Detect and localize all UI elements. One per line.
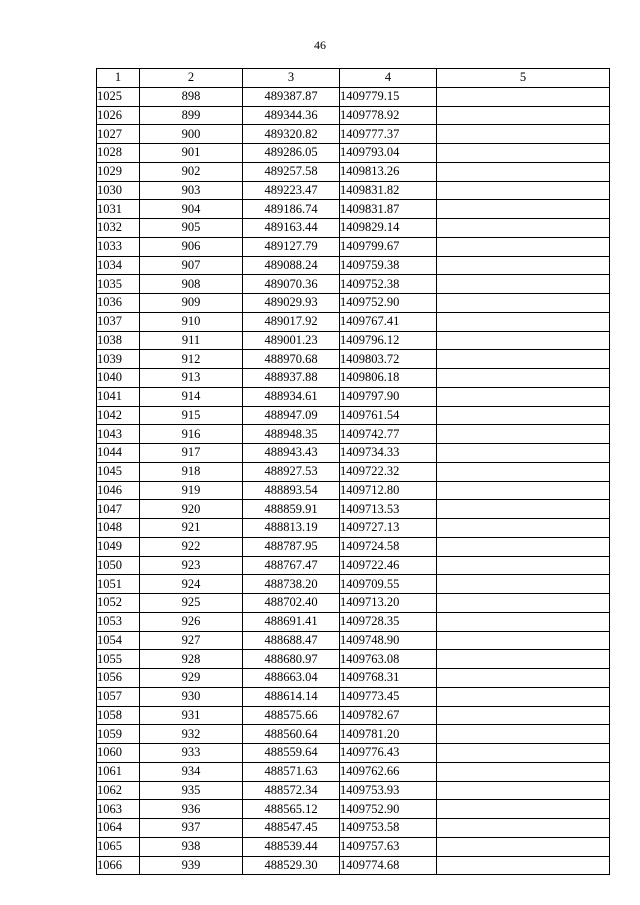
note-cell [437, 387, 610, 406]
table-row [97, 462, 610, 481]
y-coordinate-cell: 1409748.90 [340, 631, 437, 650]
point-number-cell: 1062 [97, 781, 140, 800]
note-cell [437, 519, 610, 538]
note-cell [437, 556, 610, 575]
vertex-number-cell: 907 [140, 256, 243, 275]
vertex-number-cell: 920 [140, 500, 243, 519]
note-cell [437, 594, 610, 613]
x-coordinate-cell: 489163.44 [243, 219, 340, 238]
y-coordinate-cell: 1409803.72 [340, 350, 437, 369]
note-cell [437, 725, 610, 744]
y-coordinate-cell: 1409728.35 [340, 612, 437, 631]
table-row [97, 144, 610, 163]
note-cell [437, 312, 610, 331]
point-number-cell: 1041 [97, 387, 140, 406]
x-coordinate-cell: 489186.74 [243, 200, 340, 219]
note-cell [437, 800, 610, 819]
x-coordinate-cell: 488947.09 [243, 406, 340, 425]
y-coordinate-cell: 1409752.38 [340, 275, 437, 294]
point-number-cell: 1054 [97, 631, 140, 650]
x-coordinate-cell: 489387.87 [243, 87, 340, 106]
table-row [97, 669, 610, 688]
point-number-cell: 1056 [97, 669, 140, 688]
x-coordinate-cell: 488948.35 [243, 425, 340, 444]
point-number-cell: 1059 [97, 725, 140, 744]
y-coordinate-cell: 1409778.92 [340, 106, 437, 125]
table-row [97, 631, 610, 650]
y-coordinate-cell: 1409777.37 [340, 125, 437, 144]
y-coordinate-cell: 1409757.63 [340, 837, 437, 856]
point-number-cell: 1040 [97, 369, 140, 388]
note-cell [437, 275, 610, 294]
y-coordinate-cell: 1409727.13 [340, 519, 437, 538]
y-coordinate-cell: 1409752.90 [340, 294, 437, 313]
table-row [97, 500, 610, 519]
header-cell-4: 4 [340, 69, 437, 88]
table-row [97, 612, 610, 631]
vertex-number-cell: 919 [140, 481, 243, 500]
point-number-cell: 1036 [97, 294, 140, 313]
note-cell [437, 819, 610, 838]
y-coordinate-cell: 1409799.67 [340, 237, 437, 256]
point-number-cell: 1033 [97, 237, 140, 256]
table-row [97, 275, 610, 294]
point-number-cell: 1043 [97, 425, 140, 444]
x-coordinate-cell: 489223.47 [243, 181, 340, 200]
point-number-cell: 1039 [97, 350, 140, 369]
vertex-number-cell: 912 [140, 350, 243, 369]
table-row [97, 556, 610, 575]
note-cell [437, 575, 610, 594]
table-row [97, 444, 610, 463]
y-coordinate-cell: 1409722.46 [340, 556, 437, 575]
note-cell [437, 406, 610, 425]
vertex-number-cell: 924 [140, 575, 243, 594]
x-coordinate-cell: 488943.43 [243, 444, 340, 463]
point-number-cell: 1042 [97, 406, 140, 425]
note-cell [437, 350, 610, 369]
y-coordinate-cell: 1409752.90 [340, 800, 437, 819]
note-cell [437, 537, 610, 556]
x-coordinate-cell: 488529.30 [243, 856, 340, 875]
point-number-cell: 1029 [97, 162, 140, 181]
header-cell-3: 3 [243, 69, 340, 88]
note-cell [437, 481, 610, 500]
y-coordinate-cell: 1409796.12 [340, 331, 437, 350]
vertex-number-cell: 898 [140, 87, 243, 106]
x-coordinate-cell: 488859.91 [243, 500, 340, 519]
x-coordinate-cell: 488767.47 [243, 556, 340, 575]
point-number-cell: 1060 [97, 744, 140, 763]
point-number-cell: 1045 [97, 462, 140, 481]
vertex-number-cell: 921 [140, 519, 243, 538]
table-row [97, 856, 610, 875]
table-row [97, 331, 610, 350]
x-coordinate-cell: 488571.63 [243, 762, 340, 781]
y-coordinate-cell: 1409813.26 [340, 162, 437, 181]
y-coordinate-cell: 1409713.53 [340, 500, 437, 519]
note-cell [437, 181, 610, 200]
y-coordinate-cell: 1409767.41 [340, 312, 437, 331]
vertex-number-cell: 939 [140, 856, 243, 875]
vertex-number-cell: 927 [140, 631, 243, 650]
y-coordinate-cell: 1409793.04 [340, 144, 437, 163]
table-row [97, 800, 610, 819]
point-number-cell: 1065 [97, 837, 140, 856]
x-coordinate-cell: 488688.47 [243, 631, 340, 650]
y-coordinate-cell: 1409713.20 [340, 594, 437, 613]
y-coordinate-cell: 1409722.32 [340, 462, 437, 481]
point-number-cell: 1061 [97, 762, 140, 781]
x-coordinate-cell: 488575.66 [243, 706, 340, 725]
x-coordinate-cell: 488691.41 [243, 612, 340, 631]
y-coordinate-cell: 1409759.38 [340, 256, 437, 275]
vertex-number-cell: 906 [140, 237, 243, 256]
y-coordinate-cell: 1409763.08 [340, 650, 437, 669]
table-row [97, 706, 610, 725]
note-cell [437, 669, 610, 688]
note-cell [437, 87, 610, 106]
point-number-cell: 1057 [97, 687, 140, 706]
vertex-number-cell: 923 [140, 556, 243, 575]
point-number-cell: 1066 [97, 856, 140, 875]
x-coordinate-cell: 489029.93 [243, 294, 340, 313]
table-row [97, 181, 610, 200]
x-coordinate-cell: 488560.64 [243, 725, 340, 744]
note-cell [437, 106, 610, 125]
vertex-number-cell: 937 [140, 819, 243, 838]
vertex-number-cell: 930 [140, 687, 243, 706]
table-row [97, 219, 610, 238]
x-coordinate-cell: 488559.64 [243, 744, 340, 763]
note-cell [437, 500, 610, 519]
note-cell [437, 856, 610, 875]
vertex-number-cell: 903 [140, 181, 243, 200]
y-coordinate-cell: 1409831.87 [340, 200, 437, 219]
table-row [97, 837, 610, 856]
x-coordinate-cell: 488565.12 [243, 800, 340, 819]
table-row [97, 369, 610, 388]
point-number-cell: 1049 [97, 537, 140, 556]
vertex-number-cell: 918 [140, 462, 243, 481]
x-coordinate-cell: 489088.24 [243, 256, 340, 275]
table-row [97, 687, 610, 706]
point-number-cell: 1064 [97, 819, 140, 838]
note-cell [437, 219, 610, 238]
table-row [97, 125, 610, 144]
table-row [97, 781, 610, 800]
y-coordinate-cell: 1409781.20 [340, 725, 437, 744]
note-cell [437, 237, 610, 256]
y-coordinate-cell: 1409753.93 [340, 781, 437, 800]
x-coordinate-cell: 488787.95 [243, 537, 340, 556]
y-coordinate-cell: 1409782.67 [340, 706, 437, 725]
vertex-number-cell: 911 [140, 331, 243, 350]
point-number-cell: 1038 [97, 331, 140, 350]
vertex-number-cell: 902 [140, 162, 243, 181]
note-cell [437, 706, 610, 725]
y-coordinate-cell: 1409742.77 [340, 425, 437, 444]
table-row [97, 650, 610, 669]
x-coordinate-cell: 489344.36 [243, 106, 340, 125]
note-cell [437, 125, 610, 144]
vertex-number-cell: 936 [140, 800, 243, 819]
note-cell [437, 837, 610, 856]
y-coordinate-cell: 1409768.31 [340, 669, 437, 688]
table-row [97, 762, 610, 781]
point-number-cell: 1053 [97, 612, 140, 631]
vertex-number-cell: 926 [140, 612, 243, 631]
x-coordinate-cell: 489001.23 [243, 331, 340, 350]
x-coordinate-cell: 488614.14 [243, 687, 340, 706]
table-row [97, 87, 610, 106]
y-coordinate-cell: 1409773.45 [340, 687, 437, 706]
vertex-number-cell: 938 [140, 837, 243, 856]
y-coordinate-cell: 1409779.15 [340, 87, 437, 106]
point-number-cell: 1052 [97, 594, 140, 613]
y-coordinate-cell: 1409829.14 [340, 219, 437, 238]
y-coordinate-cell: 1409776.43 [340, 744, 437, 763]
note-cell [437, 762, 610, 781]
vertex-number-cell: 932 [140, 725, 243, 744]
note-cell [437, 425, 610, 444]
header-cell-2: 2 [140, 69, 243, 88]
point-number-cell: 1031 [97, 200, 140, 219]
point-number-cell: 1051 [97, 575, 140, 594]
table-row [97, 200, 610, 219]
x-coordinate-cell: 489320.82 [243, 125, 340, 144]
x-coordinate-cell: 488927.53 [243, 462, 340, 481]
y-coordinate-cell: 1409712.80 [340, 481, 437, 500]
note-cell [437, 331, 610, 350]
x-coordinate-cell: 488934.61 [243, 387, 340, 406]
note-cell [437, 256, 610, 275]
note-cell [437, 144, 610, 163]
y-coordinate-cell: 1409734.33 [340, 444, 437, 463]
note-cell [437, 162, 610, 181]
y-coordinate-cell: 1409806.18 [340, 369, 437, 388]
y-coordinate-cell: 1409762.66 [340, 762, 437, 781]
header-cell-1: 1 [97, 69, 140, 88]
x-coordinate-cell: 488702.40 [243, 594, 340, 613]
table-row [97, 519, 610, 538]
vertex-number-cell: 914 [140, 387, 243, 406]
y-coordinate-cell: 1409774.68 [340, 856, 437, 875]
vertex-number-cell: 901 [140, 144, 243, 163]
x-coordinate-cell: 489286.05 [243, 144, 340, 163]
table-row [97, 312, 610, 331]
table-row [97, 481, 610, 500]
vertex-number-cell: 908 [140, 275, 243, 294]
page-number: 46 [314, 38, 326, 52]
point-number-cell: 1047 [97, 500, 140, 519]
y-coordinate-cell: 1409724.58 [340, 537, 437, 556]
table-row [97, 162, 610, 181]
point-number-cell: 1046 [97, 481, 140, 500]
table-row [97, 725, 610, 744]
point-number-cell: 1025 [97, 87, 140, 106]
point-number-cell: 1028 [97, 144, 140, 163]
point-number-cell: 1035 [97, 275, 140, 294]
table-header [97, 69, 610, 88]
x-coordinate-cell: 489017.92 [243, 312, 340, 331]
vertex-number-cell: 917 [140, 444, 243, 463]
vertex-number-cell: 933 [140, 744, 243, 763]
note-cell [437, 462, 610, 481]
note-cell [437, 612, 610, 631]
x-coordinate-cell: 488813.19 [243, 519, 340, 538]
note-cell [437, 781, 610, 800]
vertex-number-cell: 905 [140, 219, 243, 238]
y-coordinate-cell: 1409831.82 [340, 181, 437, 200]
x-coordinate-cell: 489070.36 [243, 275, 340, 294]
vertex-number-cell: 922 [140, 537, 243, 556]
vertex-number-cell: 929 [140, 669, 243, 688]
vertex-number-cell: 935 [140, 781, 243, 800]
point-number-cell: 1032 [97, 219, 140, 238]
vertex-number-cell: 916 [140, 425, 243, 444]
table-row [97, 237, 610, 256]
table-row [97, 425, 610, 444]
header-row [97, 69, 610, 88]
point-number-cell: 1037 [97, 312, 140, 331]
vertex-number-cell: 899 [140, 106, 243, 125]
y-coordinate-cell: 1409709.55 [340, 575, 437, 594]
point-number-cell: 1034 [97, 256, 140, 275]
note-cell [437, 444, 610, 463]
vertex-number-cell: 928 [140, 650, 243, 669]
x-coordinate-cell: 488893.54 [243, 481, 340, 500]
point-number-cell: 1058 [97, 706, 140, 725]
table-body [97, 87, 610, 875]
x-coordinate-cell: 489127.79 [243, 237, 340, 256]
x-coordinate-cell: 488680.97 [243, 650, 340, 669]
table-row [97, 575, 610, 594]
table-row [97, 106, 610, 125]
x-coordinate-cell: 488663.04 [243, 669, 340, 688]
y-coordinate-cell: 1409761.54 [340, 406, 437, 425]
table-row [97, 744, 610, 763]
header-cell-5: 5 [437, 69, 610, 88]
vertex-number-cell: 900 [140, 125, 243, 144]
vertex-number-cell: 934 [140, 762, 243, 781]
table-row [97, 256, 610, 275]
x-coordinate-cell: 488738.20 [243, 575, 340, 594]
table-row [97, 387, 610, 406]
x-coordinate-cell: 488937.88 [243, 369, 340, 388]
note-cell [437, 744, 610, 763]
note-cell [437, 294, 610, 313]
point-number-cell: 1030 [97, 181, 140, 200]
point-number-cell: 1055 [97, 650, 140, 669]
vertex-number-cell: 909 [140, 294, 243, 313]
x-coordinate-cell: 489257.58 [243, 162, 340, 181]
x-coordinate-cell: 488539.44 [243, 837, 340, 856]
note-cell [437, 650, 610, 669]
table-row [97, 294, 610, 313]
vertex-number-cell: 910 [140, 312, 243, 331]
vertex-number-cell: 925 [140, 594, 243, 613]
note-cell [437, 369, 610, 388]
point-number-cell: 1063 [97, 800, 140, 819]
x-coordinate-cell: 488547.45 [243, 819, 340, 838]
note-cell [437, 200, 610, 219]
coordinates-table [96, 68, 610, 875]
point-number-cell: 1044 [97, 444, 140, 463]
vertex-number-cell: 931 [140, 706, 243, 725]
y-coordinate-cell: 1409753.58 [340, 819, 437, 838]
point-number-cell: 1048 [97, 519, 140, 538]
x-coordinate-cell: 488970.68 [243, 350, 340, 369]
table-row [97, 350, 610, 369]
vertex-number-cell: 915 [140, 406, 243, 425]
note-cell [437, 631, 610, 650]
vertex-number-cell: 904 [140, 200, 243, 219]
point-number-cell: 1027 [97, 125, 140, 144]
table-row [97, 537, 610, 556]
vertex-number-cell: 913 [140, 369, 243, 388]
point-number-cell: 1026 [97, 106, 140, 125]
x-coordinate-cell: 488572.34 [243, 781, 340, 800]
table-row [97, 594, 610, 613]
table-row [97, 406, 610, 425]
y-coordinate-cell: 1409797.90 [340, 387, 437, 406]
table-row [97, 819, 610, 838]
point-number-cell: 1050 [97, 556, 140, 575]
note-cell [437, 687, 610, 706]
